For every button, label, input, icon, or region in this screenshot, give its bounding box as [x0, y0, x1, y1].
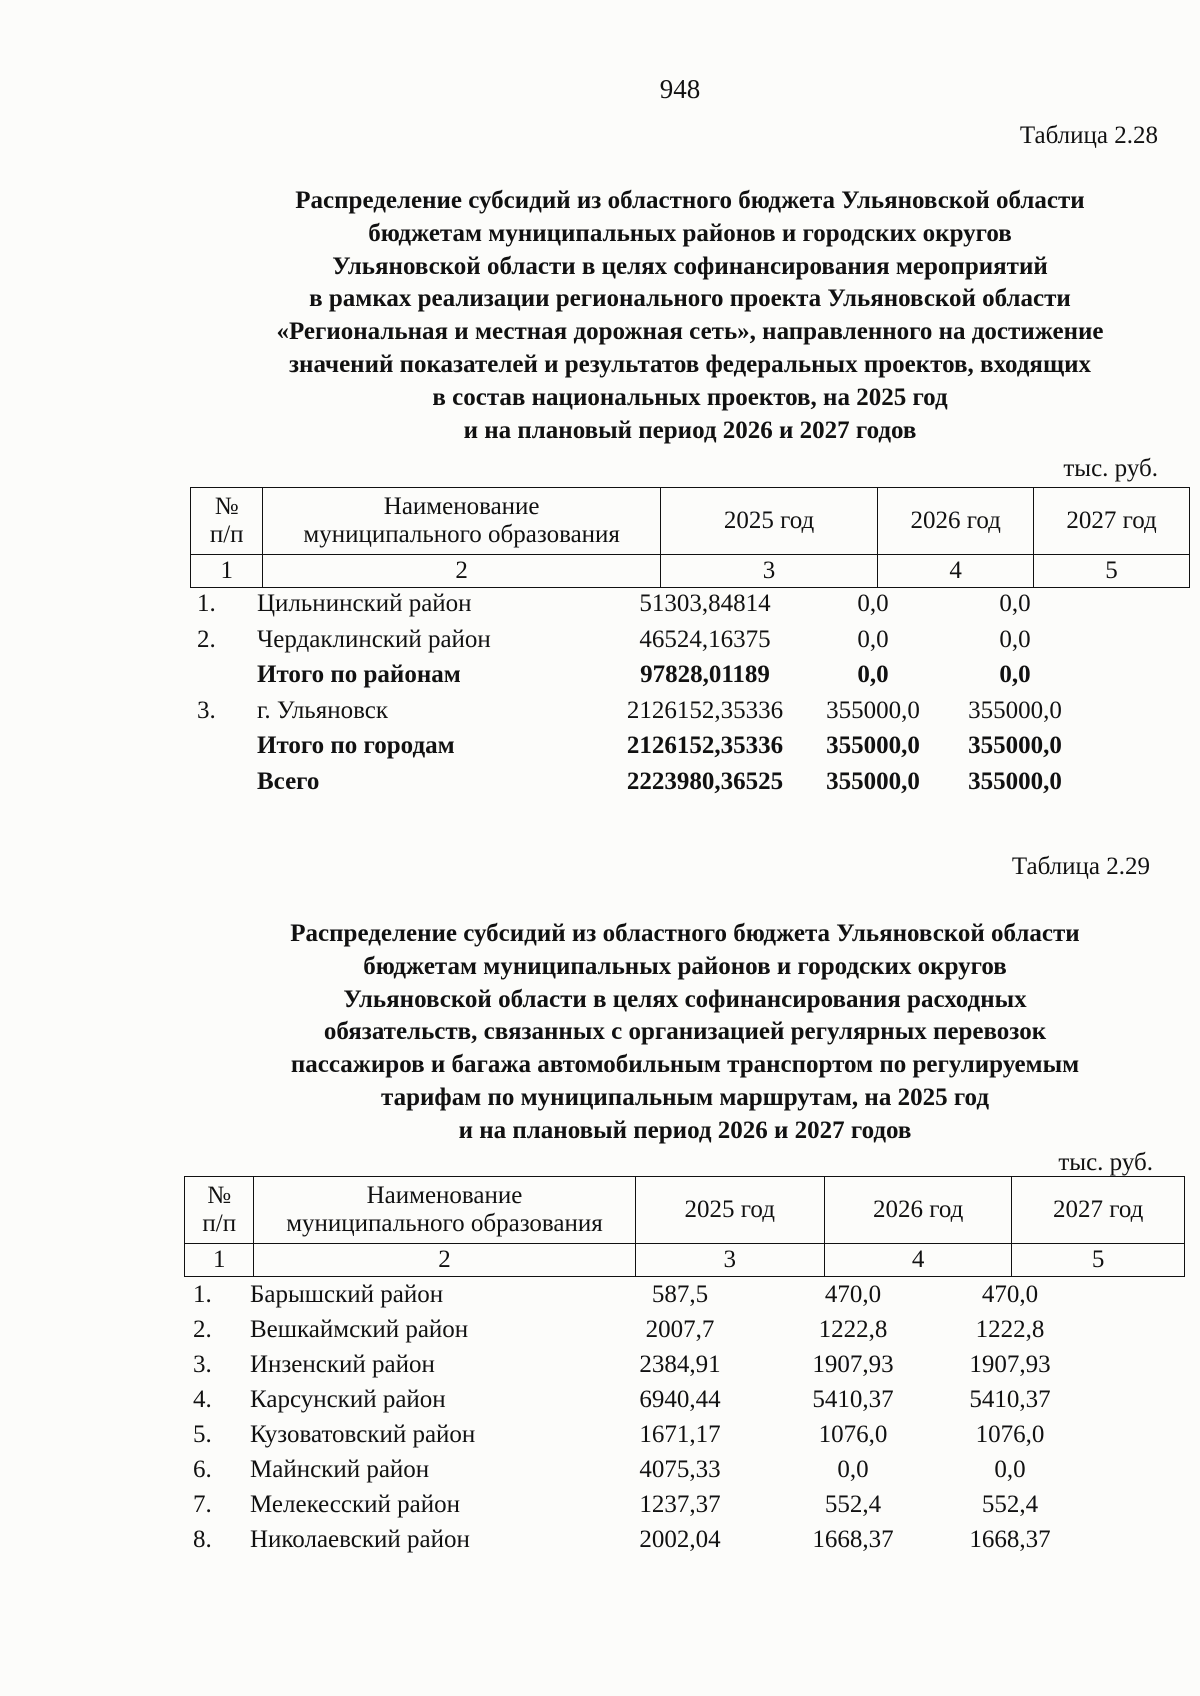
row-value-2027: 0,0	[999, 625, 1031, 653]
row-number: 2.	[193, 1316, 212, 1343]
row-value-2027: 470,0	[981, 1281, 1039, 1308]
col-number: 1	[185, 1244, 254, 1277]
header-2025: 2025 год	[635, 1177, 824, 1244]
row-number: 3.	[197, 696, 216, 724]
row-value-2027: 0,0	[999, 661, 1031, 688]
header-name-line2: муниципального образования	[303, 521, 620, 548]
table-row	[0, 1421, 1200, 1455]
table-header	[190, 487, 1190, 588]
title-line: и на плановый период 2026 и 2027 годов	[458, 1116, 912, 1144]
row-value-2027: 1222,8	[975, 1316, 1045, 1343]
row-value-2025: 6940,44	[639, 1386, 721, 1413]
row-name: Инзенский район	[250, 1351, 435, 1378]
header-2026: 2026 год	[878, 488, 1034, 555]
row-value-2025: 97828,01189	[640, 661, 770, 688]
row-value-2027: 355000,0	[968, 732, 1062, 759]
row-value-2026: 5410,37	[812, 1386, 894, 1413]
row-value-2025: 1237,37	[639, 1491, 721, 1518]
row-number: 2.	[197, 625, 216, 653]
row-number: 1.	[193, 1281, 212, 1308]
title-line: значений показателей и результатов федеральных проектов, входящих	[289, 350, 1091, 378]
row-value-2025: 51303,84814	[639, 590, 771, 617]
table-row	[0, 1386, 1200, 1420]
col-number: 5	[1012, 1244, 1185, 1277]
row-value-2026: 1907,93	[812, 1351, 894, 1378]
header-num-line1: №	[214, 493, 239, 520]
row-number: 5.	[193, 1421, 212, 1448]
row-name: Вешкаймский район	[250, 1316, 469, 1343]
row-value-2025: 2223980,36525	[626, 767, 784, 795]
row-value-2027: 0,0	[994, 1456, 1026, 1483]
col-number: 2	[263, 555, 660, 588]
table-row	[0, 1351, 1200, 1385]
row-value-2025: 2384,91	[639, 1351, 721, 1378]
row-value-2027: 1076,0	[975, 1421, 1045, 1448]
title-line: пассажиров и багажа автомобильным транспортом по регулируемым	[290, 1051, 1080, 1079]
row-value-2025: 587,5	[651, 1281, 709, 1308]
row-name: Итого по районам	[257, 661, 461, 688]
title-line: в состав национальных проектов, на 2025 год	[432, 383, 948, 411]
col-number: 4	[824, 1244, 1011, 1277]
row-name: Барышский район	[250, 1281, 444, 1308]
col-number: 2	[254, 1244, 635, 1277]
title-line: и на плановый период 2026 и 2027 годов	[463, 416, 917, 444]
header-2027: 2027 год	[1012, 1177, 1185, 1244]
col-number: 4	[878, 555, 1034, 588]
row-value-2026: 0,0	[857, 625, 889, 653]
header-num	[185, 1177, 254, 1244]
row-number: 8.	[193, 1526, 212, 1553]
row-name: Майнский район	[250, 1456, 430, 1483]
row-value-2025: 2126152,35336	[626, 696, 784, 724]
page-number: 948	[659, 74, 701, 104]
row-value-2025: 2126152,35336	[626, 732, 784, 759]
row-value-2026: 470,0	[824, 1281, 882, 1308]
row-value-2026: 1668,37	[812, 1526, 894, 1553]
table-row	[0, 1456, 1200, 1490]
title-line: «Региональная и местная дорожная сеть», направленного на достижение	[276, 318, 1104, 346]
table-row	[0, 626, 1200, 660]
row-value-2027: 355000,0	[968, 767, 1062, 795]
table-row	[0, 697, 1200, 731]
units-label: тыс. руб.	[1058, 1149, 1153, 1176]
row-value-2027: 1907,93	[969, 1351, 1051, 1378]
table-row	[0, 1281, 1200, 1315]
table-title	[170, 185, 1200, 447]
row-name: Мелекесский район	[250, 1491, 461, 1518]
row-name: Карсунский район	[250, 1386, 446, 1413]
row-value-2027: 0,0	[999, 590, 1031, 617]
table-row	[0, 1526, 1200, 1560]
units-label: тыс. руб.	[1063, 455, 1158, 482]
row-number: 3.	[193, 1351, 212, 1378]
table-label: Таблица 2.28	[1019, 122, 1158, 149]
header-num	[191, 488, 263, 555]
table-body	[0, 590, 1200, 820]
title-line: в рамках реализации регионального проекта Ульяновской области	[309, 285, 1071, 313]
row-value-2027: 1668,37	[969, 1526, 1051, 1553]
header-2027: 2027 год	[1034, 488, 1190, 555]
table-row	[0, 590, 1200, 624]
table-row	[0, 1316, 1200, 1350]
table-total-row	[0, 661, 1200, 695]
column-number-row	[191, 555, 1190, 588]
title-line: Ульяновской области в целях софинансирования расходных	[343, 985, 1027, 1013]
title-line: Распределение субсидий из областного бюджета Ульяновской области	[290, 920, 1080, 947]
row-name: г. Ульяновск	[257, 696, 388, 724]
header-name-line2: муниципального образования	[286, 1210, 603, 1237]
title-line: обязательств, связанных с организацией регулярных перевозок	[323, 1018, 1047, 1046]
header-row	[191, 488, 1190, 555]
row-name: Итого по городам	[257, 732, 455, 759]
row-value-2025: 2007,7	[645, 1316, 715, 1343]
table-total-row	[0, 732, 1200, 766]
col-number: 5	[1034, 555, 1190, 588]
row-number: 1.	[197, 590, 216, 617]
row-value-2026: 355000,0	[826, 767, 920, 795]
table-row	[0, 1491, 1200, 1525]
header-2026: 2026 год	[824, 1177, 1011, 1244]
table-label: Таблица 2.29	[1011, 853, 1150, 880]
table-body	[0, 1281, 1200, 1621]
title-line: Распределение субсидий из областного бюджета Ульяновской области	[295, 187, 1085, 214]
row-value-2025: 2002,04	[639, 1526, 721, 1553]
row-name: Всего	[257, 767, 320, 795]
header-name-line1: Наименование	[366, 1182, 523, 1209]
header-num-line2: п/п	[202, 1210, 237, 1237]
header-name-line1: Наименование	[383, 493, 540, 520]
row-name: Цильнинский район	[257, 590, 472, 617]
header-num-line2: п/п	[209, 521, 244, 548]
header-num-line1: №	[207, 1182, 232, 1209]
row-value-2025: 1671,17	[639, 1421, 721, 1448]
row-value-2026: 355000,0	[826, 696, 920, 724]
table-header	[184, 1176, 1185, 1277]
row-value-2026: 0,0	[837, 1456, 869, 1483]
row-value-2027: 5410,37	[969, 1386, 1051, 1413]
row-value-2026: 552,4	[824, 1491, 882, 1518]
row-value-2026: 355000,0	[826, 732, 920, 759]
row-value-2026: 1222,8	[818, 1316, 888, 1343]
title-line: тарифам по муниципальным маршрутам, на 2025 год	[381, 1083, 989, 1111]
header-name	[254, 1177, 635, 1244]
row-value-2026: 0,0	[857, 590, 889, 617]
row-value-2025: 46524,16375	[639, 625, 771, 653]
row-value-2026: 0,0	[857, 661, 889, 688]
row-value-2025: 4075,33	[639, 1456, 721, 1483]
row-name: Николаевский район	[250, 1526, 470, 1553]
header-row	[185, 1177, 1185, 1244]
row-number: 7.	[193, 1491, 212, 1518]
row-value-2027: 552,4	[981, 1491, 1039, 1518]
title-line: Ульяновской области в целях софинансирования мероприятий	[332, 252, 1048, 280]
col-number: 3	[635, 1244, 824, 1277]
row-value-2026: 1076,0	[818, 1421, 888, 1448]
table-title	[165, 918, 1200, 1148]
header-2025: 2025 год	[660, 488, 877, 555]
row-name: Кузоватовский район	[250, 1421, 476, 1448]
column-number-row	[185, 1244, 1185, 1277]
row-name: Чердаклинский район	[257, 625, 491, 653]
title-line: бюджетам муниципальных районов и городских округов	[363, 952, 1007, 980]
row-number: 6.	[193, 1456, 212, 1483]
row-value-2027: 355000,0	[968, 696, 1062, 724]
table-total-row	[0, 768, 1200, 802]
col-number: 1	[191, 555, 263, 588]
title-line: бюджетам муниципальных районов и городских округов	[368, 219, 1012, 247]
header-name	[263, 488, 660, 555]
col-number: 3	[660, 555, 877, 588]
row-number: 4.	[193, 1386, 212, 1413]
